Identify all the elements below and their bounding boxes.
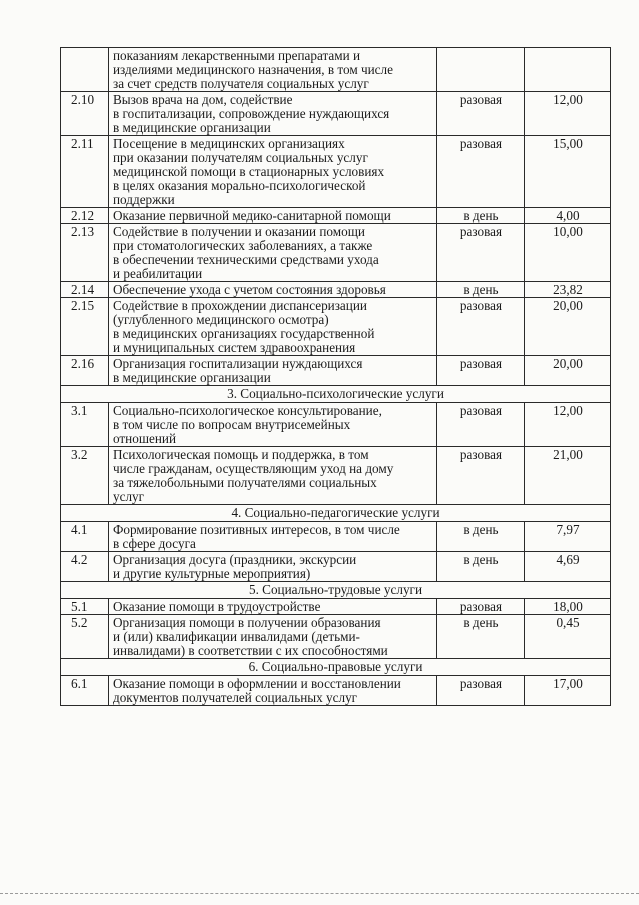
unit-of-measure: разовая — [437, 599, 525, 615]
description-line: в сфере досуга — [113, 536, 196, 551]
description-line: Оказание помощи в оформлении и восстановлении — [113, 676, 401, 691]
service-description — [109, 522, 437, 552]
service-number: 2.10 — [61, 92, 109, 136]
description-line: при стоматологических заболеваниях, а также — [113, 238, 373, 253]
service-description — [109, 615, 437, 659]
description-line: Организация досуга (праздники, экскурсии — [113, 552, 357, 567]
description-line: медицинской помощи в стационарных условиях — [113, 164, 385, 179]
unit-of-measure: в день — [437, 552, 525, 582]
unit-of-measure: разовая — [437, 298, 525, 356]
service-description — [109, 136, 437, 208]
table-row — [61, 356, 611, 386]
description-line: Обеспечение ухода с учетом состояния здоровья — [113, 282, 386, 297]
service-number: 5.1 — [61, 599, 109, 615]
service-price: 20,00 — [525, 356, 611, 386]
table-row — [61, 447, 611, 505]
description-line: Социально-психологическое консультирование, — [113, 403, 382, 418]
description-line: Формирование позитивных интересов, в том числе — [113, 522, 400, 537]
service-description — [109, 92, 437, 136]
page-bottom-edge — [0, 893, 639, 894]
service-description — [109, 356, 437, 386]
service-price: 7,97 — [525, 522, 611, 552]
description-line: в медицинские организации — [113, 120, 271, 135]
service-number: 5.2 — [61, 615, 109, 659]
service-price: 4,00 — [525, 208, 611, 224]
section-title: 4. Социально-педагогические услуги — [61, 505, 611, 522]
service-number — [61, 48, 109, 92]
description-line: (углубленного медицинского осмотра) — [113, 312, 329, 327]
unit-of-measure: разовая — [437, 676, 525, 706]
service-description — [109, 224, 437, 282]
unit-of-measure: разовая — [437, 356, 525, 386]
description-line: инвалидами) в соответствии с их способностями — [113, 643, 388, 658]
unit-of-measure — [437, 48, 525, 92]
table-row — [61, 552, 611, 582]
description-line: и реабилитации — [113, 266, 203, 281]
description-line: услуг — [113, 489, 145, 504]
description-line: и муниципальных систем здравоохранения — [113, 340, 356, 355]
description-line: Организация госпитализации нуждающихся — [113, 356, 363, 371]
service-price: 4,69 — [525, 552, 611, 582]
service-description — [109, 447, 437, 505]
section-title: 3. Социально-психологические услуги — [61, 386, 611, 403]
table-row — [61, 48, 611, 92]
service-description — [109, 676, 437, 706]
service-price — [525, 48, 611, 92]
table-row — [61, 298, 611, 356]
description-line: и (или) квалификации инвалидами (детьми- — [113, 629, 360, 644]
service-price: 12,00 — [525, 92, 611, 136]
service-price: 15,00 — [525, 136, 611, 208]
unit-of-measure: разовая — [437, 447, 525, 505]
description-line: документов получателей социальных услуг — [113, 690, 358, 705]
table-row — [61, 676, 611, 706]
service-description — [109, 298, 437, 356]
description-line: изделиями медицинского назначения, в том числе — [113, 62, 393, 77]
description-line: в медицинских организациях государственной — [113, 326, 375, 341]
table-row — [61, 599, 611, 615]
description-line: поддержки — [113, 192, 175, 207]
service-number: 2.13 — [61, 224, 109, 282]
table-row — [61, 522, 611, 552]
description-line: Содействие в прохождении диспансеризации — [113, 298, 367, 313]
table-body — [61, 48, 611, 706]
unit-of-measure: разовая — [437, 224, 525, 282]
service-description — [109, 208, 437, 224]
unit-of-measure: в день — [437, 208, 525, 224]
description-line: Оказание первичной медико-санитарной помощи — [113, 208, 391, 223]
description-line: за тяжелобольными получателями социальных — [113, 475, 377, 490]
description-line: в госпитализации, сопровождение нуждающихся — [113, 106, 390, 121]
table-row — [61, 403, 611, 447]
service-price: 12,00 — [525, 403, 611, 447]
services-tariff-table — [60, 47, 611, 706]
service-price: 18,00 — [525, 599, 611, 615]
service-number: 4.2 — [61, 552, 109, 582]
unit-of-measure: в день — [437, 615, 525, 659]
service-description — [109, 403, 437, 447]
service-number: 2.12 — [61, 208, 109, 224]
table-row — [61, 92, 611, 136]
service-number: 2.16 — [61, 356, 109, 386]
description-line: в целях оказания морально-психологической — [113, 178, 366, 193]
description-line: Содействие в получении и оказании помощи — [113, 224, 365, 239]
table-row — [61, 615, 611, 659]
service-description — [109, 48, 437, 92]
service-price: 21,00 — [525, 447, 611, 505]
unit-of-measure: в день — [437, 522, 525, 552]
service-price: 23,82 — [525, 282, 611, 298]
description-line: в обеспечении техническими средствами ухода — [113, 252, 379, 267]
table-row — [61, 224, 611, 282]
service-description — [109, 282, 437, 298]
unit-of-measure: в день — [437, 282, 525, 298]
service-number: 4.1 — [61, 522, 109, 552]
unit-of-measure: разовая — [437, 92, 525, 136]
section-header-row — [61, 505, 611, 522]
service-price: 17,00 — [525, 676, 611, 706]
service-description — [109, 552, 437, 582]
description-line: Организация помощи в получении образования — [113, 615, 381, 630]
section-header-row — [61, 582, 611, 599]
service-number: 2.15 — [61, 298, 109, 356]
service-description — [109, 599, 437, 615]
service-number: 6.1 — [61, 676, 109, 706]
section-header-row — [61, 659, 611, 676]
service-number: 2.14 — [61, 282, 109, 298]
description-line: за счет средств получателя социальных услуг — [113, 76, 369, 91]
section-header-row — [61, 386, 611, 403]
service-price: 20,00 — [525, 298, 611, 356]
table-row — [61, 208, 611, 224]
description-line: отношений — [113, 431, 177, 446]
description-line: Вызов врача на дом, содействие — [113, 92, 293, 107]
description-line: при оказании получателям социальных услуг — [113, 150, 368, 165]
service-price: 10,00 — [525, 224, 611, 282]
service-number: 3.2 — [61, 447, 109, 505]
description-line: Оказание помощи в трудоустройстве — [113, 599, 321, 614]
section-title: 5. Социально-трудовые услуги — [61, 582, 611, 599]
service-price: 0,45 — [525, 615, 611, 659]
description-line: и другие культурные мероприятия) — [113, 566, 311, 581]
description-line: Психологическая помощь и поддержка, в том — [113, 447, 369, 462]
description-line: показаниям лекарственными препаратами и — [113, 48, 361, 63]
unit-of-measure: разовая — [437, 136, 525, 208]
table-row — [61, 136, 611, 208]
section-title: 6. Социально-правовые услуги — [61, 659, 611, 676]
description-line: в том числе по вопросам внутрисемейных — [113, 417, 351, 432]
description-line: Посещение в медицинских организациях — [113, 136, 345, 151]
service-number: 3.1 — [61, 403, 109, 447]
service-number: 2.11 — [61, 136, 109, 208]
unit-of-measure: разовая — [437, 403, 525, 447]
table-row — [61, 282, 611, 298]
description-line: в медицинские организации — [113, 370, 271, 385]
description-line: числе гражданам, осуществляющим уход на дому — [113, 461, 394, 476]
